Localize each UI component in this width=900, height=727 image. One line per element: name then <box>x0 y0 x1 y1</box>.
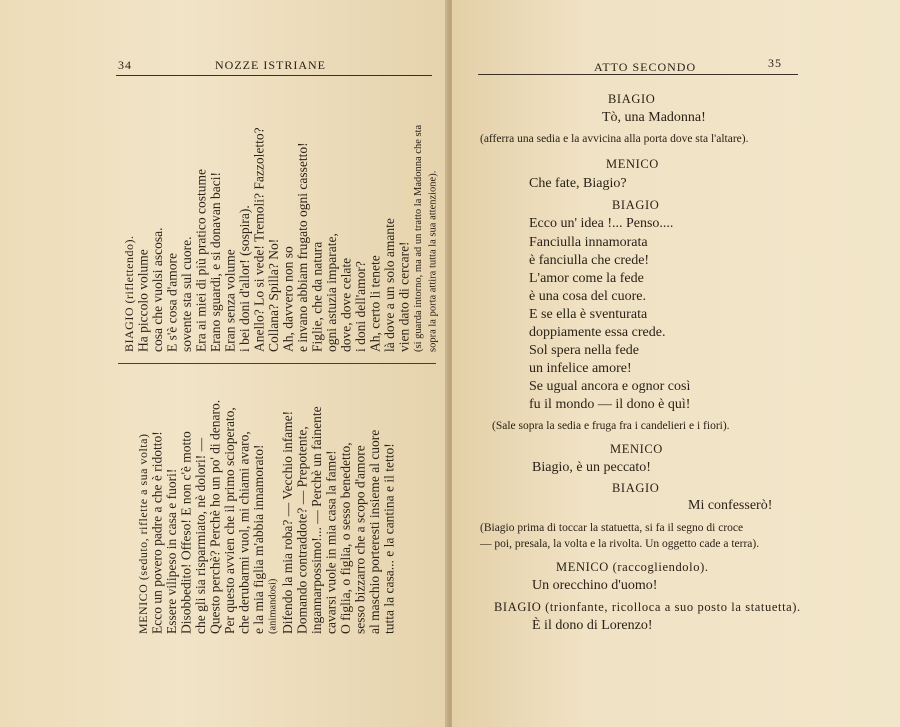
verse-line: ogni astuzia imparate, <box>324 233 339 352</box>
left-header-rule <box>116 75 432 76</box>
verse-line: è una cosa del cuore. <box>529 289 646 304</box>
stage-direction: — poi, presala, la volta e la rivolta. Un oggetto cade a terra). <box>480 538 760 550</box>
verse-line: vien dato di cercare! <box>396 241 412 352</box>
verse-line: fu il mondo — il dono è quì! <box>529 397 691 412</box>
left-lower-block <box>136 372 397 634</box>
verse-line: Collana? Spilla? No! <box>266 238 281 352</box>
verse-line: Eran senza volume <box>222 249 238 352</box>
verse-line: ingannarpossimo!... — Perchè un fainente <box>309 406 324 634</box>
stage-direction: (afferra una sedia e la avvicina alla porta dove sta l'altare). <box>480 133 749 145</box>
verse-line: i doni dell'amor? <box>353 261 368 352</box>
speaker-label: MENICO (raccogliendolo). <box>556 560 709 574</box>
left-page <box>0 0 448 727</box>
verse-line: Se ugual ancora e ognor così <box>529 379 691 394</box>
verse-line: tutta la casa... e la cantina e il tetto! <box>381 443 397 634</box>
left-upper-block <box>122 82 441 352</box>
verse-line: che derubarmi vuol, mi chiami avaro, <box>236 431 252 634</box>
verse-line: Figlie, che da natura <box>309 241 325 352</box>
verse-line: è fanciulla che crede! <box>529 253 650 268</box>
verse-line: là dove a un solo amante <box>382 218 397 352</box>
verse-line: e invano abbiam frugato ogni cassetto! <box>295 142 310 352</box>
verse-line: Sol spera nella fede <box>529 343 640 358</box>
right-page-number: 35 <box>768 56 782 70</box>
verse-line: E s'è cosa d'amore <box>164 253 180 352</box>
verse-line: dove, dove celate <box>338 257 354 352</box>
left-page-number: 34 <box>118 58 132 72</box>
verse-line: Ecco un povero padre a che è ridotto! <box>149 431 165 634</box>
verse-line: Erano sguardi, e si donavan baci! <box>208 172 223 352</box>
speaker-label: MENICO (seduto, riflette a sua volta) <box>136 433 150 634</box>
verse-line: Questo perchè? Perchè ho un po' di denaro. <box>207 399 223 634</box>
speaker-label: BIAGIO <box>612 481 660 495</box>
speaker-label: BIAGIO (trionfante, ricolloca a suo posto la statuetta). <box>494 600 801 614</box>
stage-direction: (si guarda intorno, ma ad un tratto la Madonna che sta <box>413 124 424 352</box>
verse-line: un infelice amore! <box>529 361 632 376</box>
verse-line: Che fate, Biagio? <box>529 176 627 191</box>
speaker-label: BIAGIO (riflettendo). <box>122 235 136 352</box>
verse-line: doppiamente essa crede. <box>529 325 666 340</box>
verse-line: L'amor come la fede <box>529 271 644 286</box>
speaker-label: MENICO <box>610 442 663 456</box>
verse-line: Ah, certo li tenete <box>367 255 383 352</box>
verse-line: Difendo la mia roba? — Vecchio infame! <box>280 410 295 634</box>
stage-direction: sopra la porta attira tutta la sua attenzione). <box>427 170 439 352</box>
verse-line: sovente sta sul cuore. <box>179 236 194 352</box>
verse-line: al maschio porteresti insieme al cuore <box>367 429 382 634</box>
verse-line: i bei doni d'allor! (sospira). <box>237 205 252 352</box>
speaker-label: BIAGIO <box>612 198 660 212</box>
verse-line: cavarsi vuole in mia casa la fame! <box>323 450 339 634</box>
verse-line: E se ella è sventurata <box>529 307 648 322</box>
verse-line: Ha piccolo volume <box>135 249 151 352</box>
verse-line: che gli sia risparmiato, nè dolori! — <box>193 437 208 634</box>
verse-line: O figlia, o figlia, o sesso benedetto, <box>338 442 353 634</box>
verse-line: cosa che vuolsi ascosa. <box>150 227 165 352</box>
verse-line: Era ai miei di più pratico costume <box>193 169 209 352</box>
verse-line: Essere vilipeso in casa e fuori! <box>164 468 179 634</box>
right-page <box>452 0 900 727</box>
verse-line: sesso bizzarro che a scopo d'amore <box>352 445 368 634</box>
right-running-title: ATTO SECONDO <box>594 60 697 74</box>
left-running-title: NOZZE ISTRIANE <box>215 58 326 72</box>
stage-direction: (Biagio prima di toccar la statuetta, si fa il segno di croce <box>480 522 744 534</box>
verse-line: Per questo avvien che il primo scioperato, <box>222 407 237 634</box>
right-header-rule <box>478 74 798 75</box>
verse-line: Un orecchino d'uomo! <box>532 578 658 593</box>
verse-line: Ah, davvero non so <box>280 246 296 352</box>
verse-line: Domando contraddote? — Prepotente, <box>294 426 310 634</box>
verse-line: Mi confesserò! <box>688 498 773 513</box>
stage-direction: (animandosi) <box>267 578 279 634</box>
left-divider-rule <box>118 363 436 364</box>
verse-line: Disobbedito! Offeso! E non c'è motto <box>178 431 194 634</box>
speaker-label: MENICO <box>606 157 659 171</box>
verse-line: Biagio, è un peccato! <box>532 460 651 475</box>
verse-line: Anello? Lo si vede! Tremoli? Fazzoletto? <box>251 127 267 352</box>
stage-direction: (Sale sopra la sedia e fruga fra i candelieri e i fiori). <box>492 420 730 432</box>
verse-line: Ecco un' idea !... Penso.... <box>529 216 674 231</box>
speaker-label: BIAGIO <box>608 92 656 106</box>
verse-line: Fanciulla innamorata <box>529 235 648 250</box>
verse-line: e la mia figlia m'abbia innamorato! <box>251 444 266 634</box>
verse-line: È il dono di Lorenzo! <box>532 618 653 633</box>
verse-line: Tò, una Madonna! <box>602 110 706 125</box>
